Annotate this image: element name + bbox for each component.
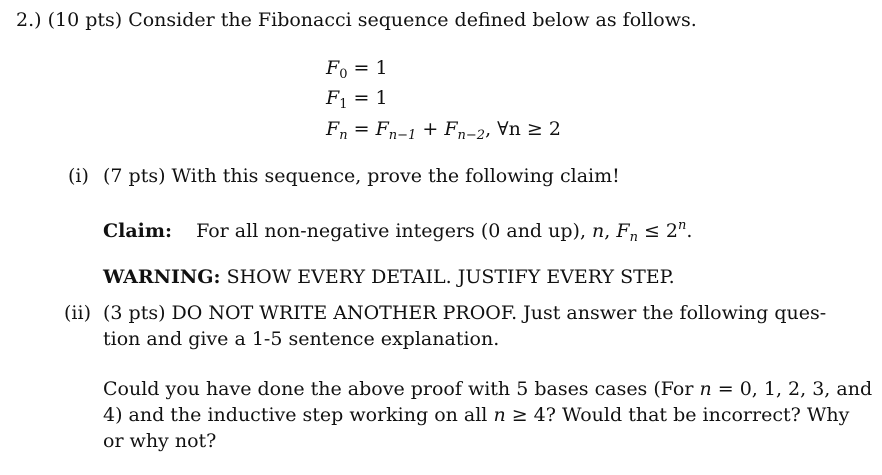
eq-rhs: = 1	[353, 87, 388, 109]
eq-term1-sub: n−1	[388, 128, 417, 143]
eq-plus: +	[422, 118, 439, 140]
question-line-2	[103, 406, 849, 425]
question-n: n	[493, 404, 506, 426]
eq-var: F	[326, 87, 340, 109]
eq-var: F	[326, 118, 340, 140]
question-n: n	[699, 378, 712, 400]
claim-n: n	[592, 220, 605, 242]
eq-var: F	[326, 57, 340, 79]
eq-term2-sub: n−2	[457, 128, 486, 143]
part-ii-label: (ii)	[64, 302, 91, 324]
equation-fn	[326, 120, 561, 142]
claim-F: F	[616, 220, 630, 242]
eq-term2-var: F	[444, 118, 458, 140]
eq-term1-var: F	[375, 118, 389, 140]
eq-sub: n	[339, 128, 348, 143]
warning-text: SHOW EVERY DETAIL. JUSTIFY EVERY STEP.	[226, 266, 675, 288]
claim-exp: n	[678, 218, 687, 233]
eq-tail: , ∀n ≥ 2	[485, 118, 561, 140]
part-i-label: (i)	[68, 165, 89, 187]
part-ii-line1: (3 pts) DO NOT WRITE ANOTHER PROOF. Just answer the following ques-	[103, 302, 827, 324]
question-line-3: or why not?	[103, 430, 217, 452]
equation-f0	[326, 59, 388, 81]
problem-header: 2.) (10 pts) Consider the Fibonacci sequence defined below as follows.	[16, 9, 697, 31]
eq-rhs: = 1	[353, 57, 388, 79]
claim-text: For all non-negative integers (0 and up),	[196, 220, 593, 242]
eq-equals: =	[353, 118, 370, 140]
question-text: Could you have done the above proof with 5 bases cases (For	[103, 378, 700, 400]
question-text: ≥ 4? Would that be incorrect? Why	[505, 404, 850, 426]
claim-line	[103, 219, 692, 244]
eq-sub: 1	[339, 97, 348, 112]
claim-label: Claim:	[103, 220, 172, 242]
question-text: = 0, 1, 2, 3, and	[711, 378, 873, 400]
question-text: 4) and the inductive step working on all	[103, 404, 494, 426]
part-ii-line2: tion and give a 1-5 sentence explanation.	[103, 328, 500, 350]
claim-end: .	[686, 220, 693, 242]
part-i-text: (7 pts) With this sequence, prove the following claim!	[103, 165, 620, 187]
claim-leq: ≤ 2	[637, 220, 679, 242]
question-line-1	[103, 380, 872, 399]
claim-F-sub: n	[629, 230, 638, 245]
eq-sub: 0	[339, 67, 348, 82]
equation-f1	[326, 89, 388, 111]
warning-label: WARNING:	[103, 266, 221, 288]
claim-comma: ,	[604, 220, 617, 242]
warning-line	[103, 268, 675, 287]
